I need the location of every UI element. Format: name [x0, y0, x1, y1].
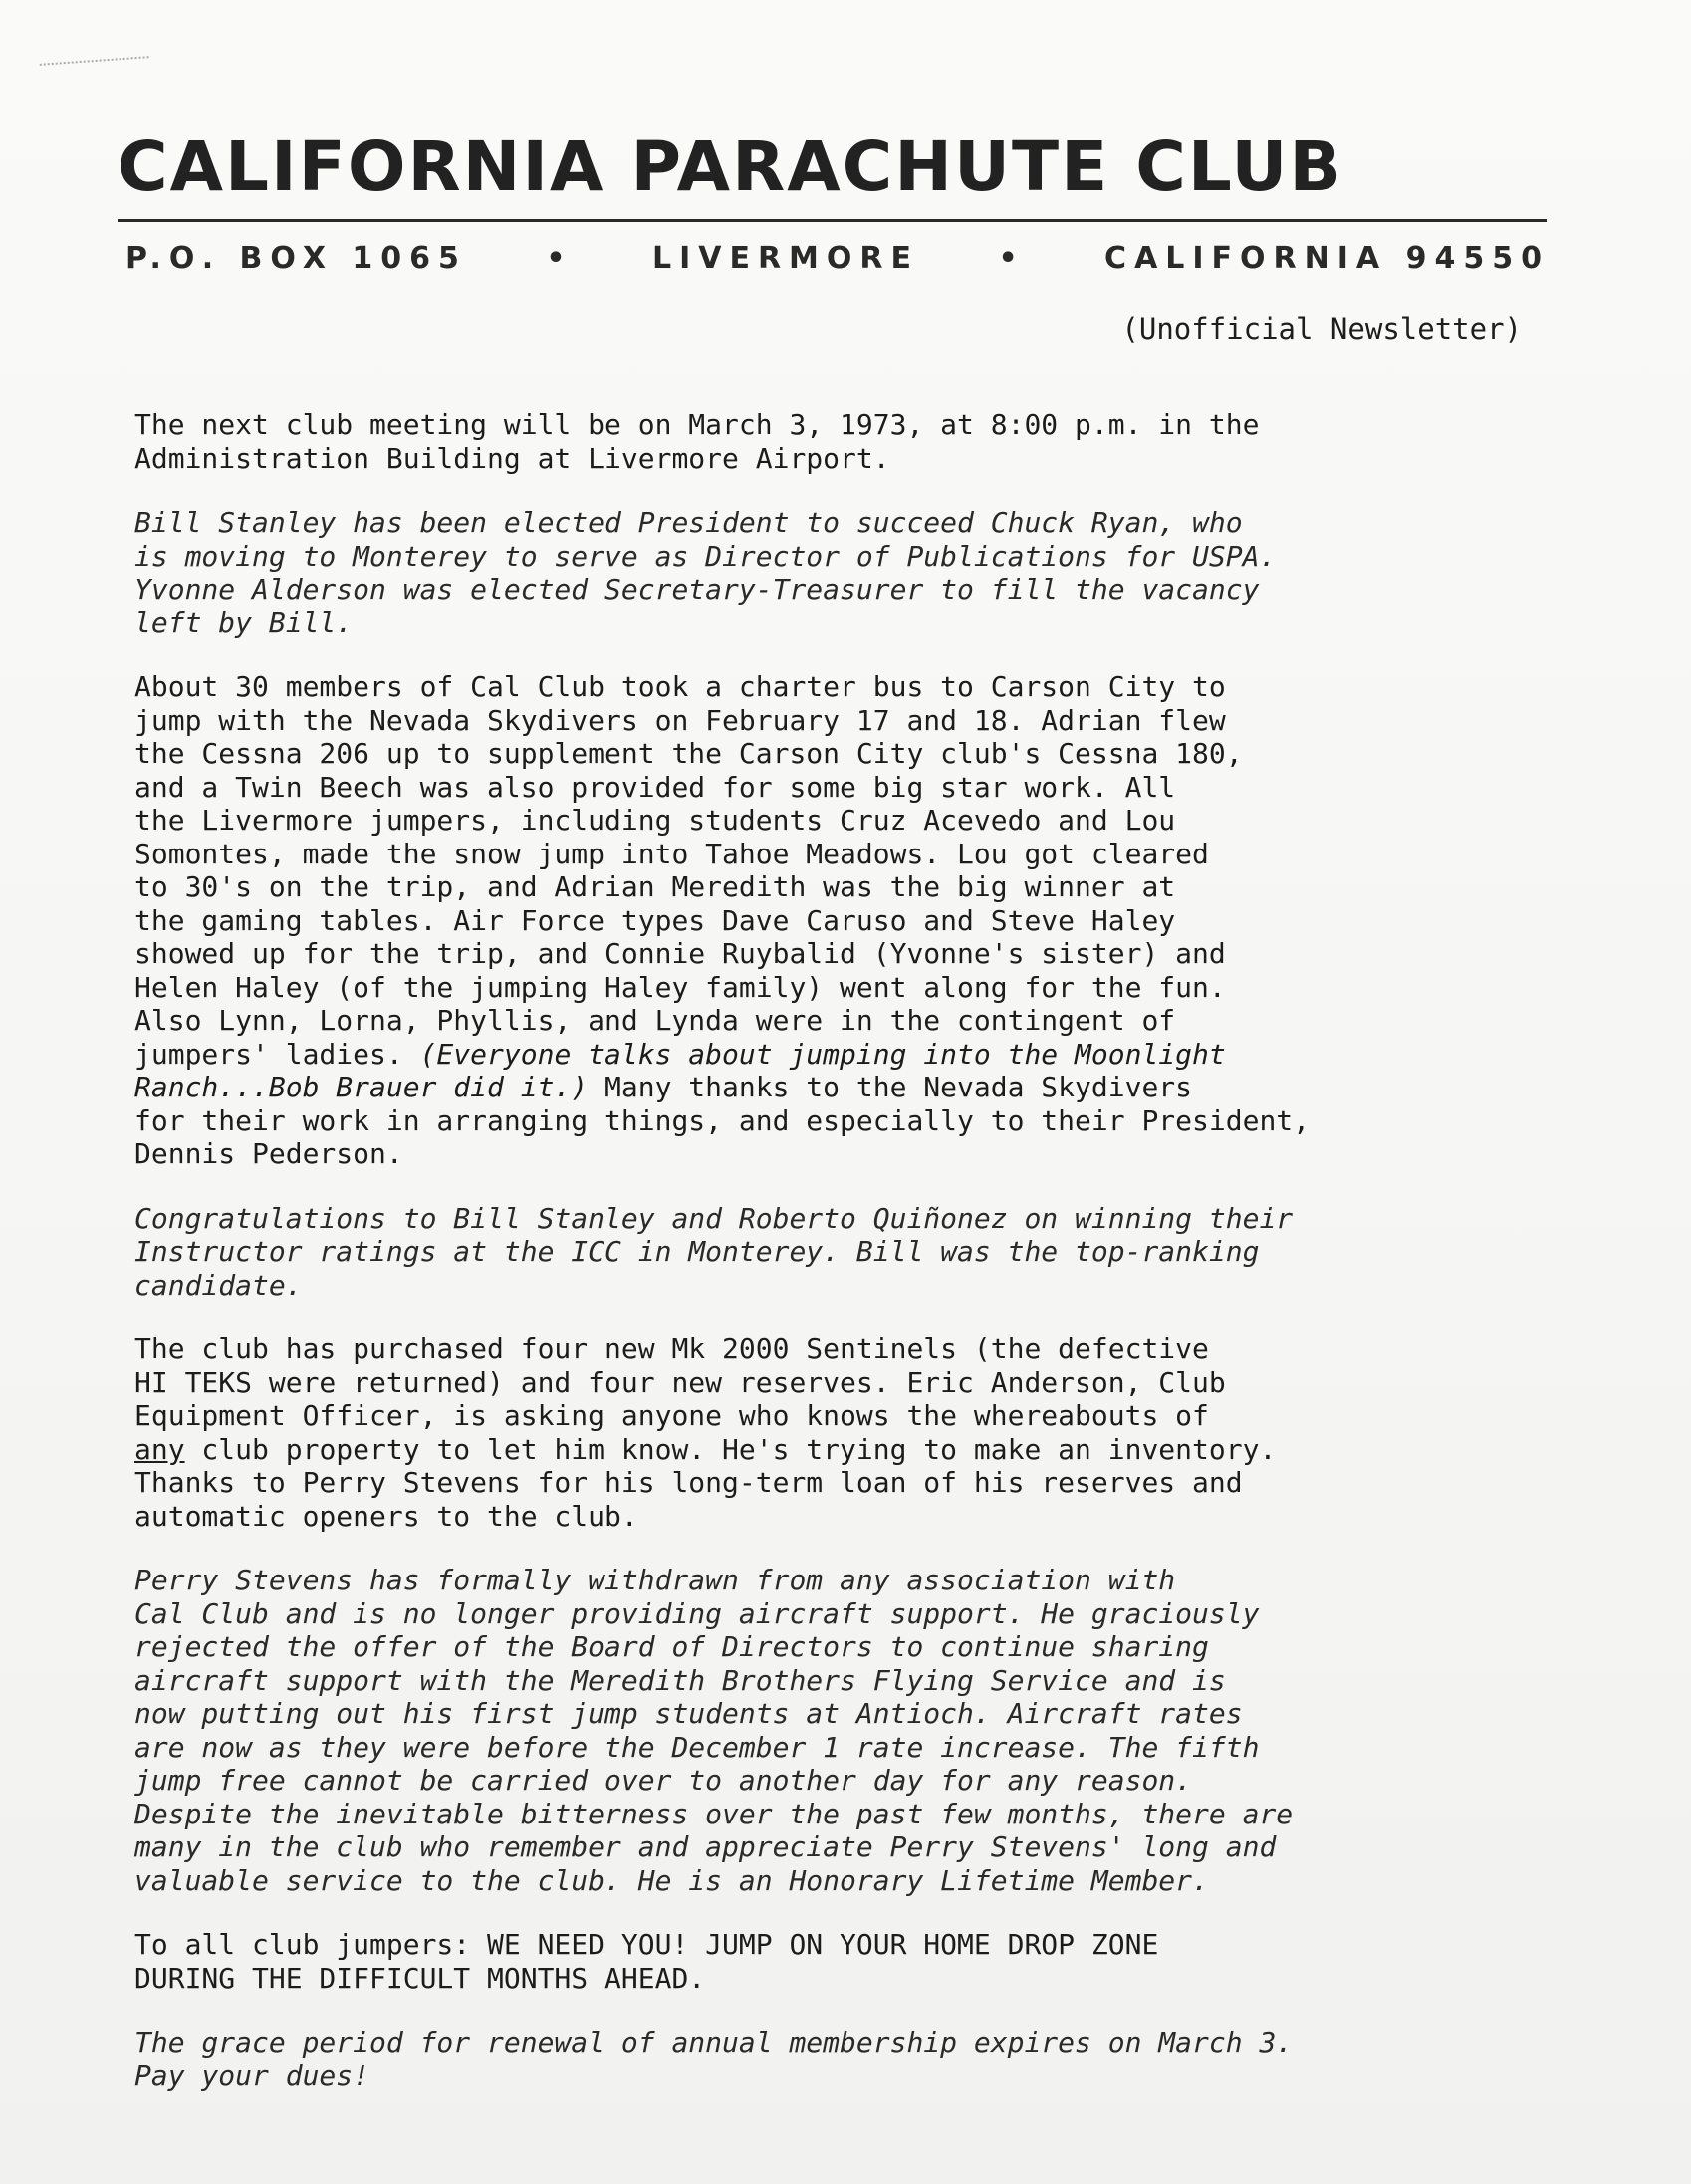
- letterhead-rule: [118, 219, 1547, 222]
- carson-end-text: Many thanks to the Nevada Skydivers for their work in arranging things, and especially to their President, Dennis Pederson.: [134, 1071, 1311, 1170]
- newsletter-subtitle: (Unofficial Newsletter): [1121, 312, 1522, 346]
- address-city: LIVERMORE: [651, 241, 920, 276]
- paragraph-election: Bill Stanley has been elected President to succeed Chuck Ryan, who is moving to Monterey to serve as Director of Publications for USPA. Yvonne Alderson was elected Secretary-Treasurer to fill the vacancy left by Bill.: [134, 506, 1277, 639]
- address-state-zip: CALIFORNIA 94550: [1104, 241, 1550, 276]
- paragraph-carson-city: [134, 670, 1569, 1171]
- newsletter-body: [134, 408, 1569, 2123]
- carson-main-text: About 30 members of Cal Club took a charter bus to Carson City to jump with the Nevada Skydivers on February 17 and 18. Adrian flew the Cessna 206 up to supplement the Carson City club's Cessna 180, and a Twin Beech was also provided for some big star work. All the Livermore jumpers, including students Cruz Acevedo and Lou Somontes, made the snow jump into Tahoe Meadows. Lou got cleared to 30's on the trip, and Adrian Meredith was the big winner at the gaming tables. Air Force types Dave Caruso and Steve Haley showed up for the trip, and Connie Ruybalid (Yvonne's sister) and Helen Haley (of the jumping Haley family) went along for the fun. Also Lynn, Lorna, Phyllis, and Lynda were in the contingent of jumpers' ladies.: [134, 670, 1243, 1071]
- paragraph-congratulations: Congratulations to Bill Stanley and Roberto Quiñonez on winning their Instructor ratings at the ICC in Monterey. Bill was the top-ranking candidate.: [134, 1201, 1294, 1302]
- address-separator: •: [998, 241, 1026, 276]
- paragraph-dues: The grace period for renewal of annual membership expires on March 3. Pay your dues!: [134, 2026, 1294, 2092]
- paragraph-perry-stevens: Perry Stevens has formally withdrawn from any association with Cal Club and is no longer providing aircraft support. He graciously rejected the offer of the Board of Directors to continue sharing aircraft support with the Meredith Brothers Flying Service and is now putting out his first jump students at Antioch. Aircraft rates are now as they were before the December 1 rate increase. The fifth jump free cannot be carried over to another day for any reason. Despite the inevitable bitterness over the past few months, there are many in the club who remember and appreciate Perry Stevens' long and valuable service to the club. He is an Honorary Lifetime Member.: [134, 1564, 1294, 1897]
- paper-smudge: [40, 56, 150, 76]
- carson-aside-text: (Everyone talks about jumping into the Moonlight Ranch...Bob Brauer did it.): [134, 1037, 1226, 1103]
- equipment-end-text: club property to let him know. He's trying to make an inventory. Thanks to Perry Stevens for his long-term loan of his reserves and automatic openers to the club.: [134, 1432, 1277, 1533]
- letterhead-title: CALIFORNIA PARACHUTE CLUB: [118, 127, 1344, 207]
- letterhead-address: [125, 239, 1550, 279]
- paragraph-appeal: To all club jumpers: WE NEED YOU! JUMP ON YOUR HOME DROP ZONE DURING THE DIFFICULT MONTHS AHEAD.: [134, 1928, 1159, 1995]
- paragraph-meeting: The next club meeting will be on March 3, 1973, at 8:00 p.m. in the Administration Building at Livermore Airport.: [134, 408, 1260, 475]
- address-separator: •: [546, 241, 574, 276]
- equipment-underlined-word: any: [134, 1432, 185, 1466]
- equipment-start-text: The club has purchased four new Mk 2000 Sentinels (the defective HI TEKS were returned) and four new reserves. Eric Anderson, Club Equipment Officer, is asking anyone who knows the whereabouts of: [134, 1333, 1226, 1432]
- address-po-box: P.O. BOX 1065: [125, 241, 467, 276]
- paragraph-equipment: [134, 1333, 1569, 1533]
